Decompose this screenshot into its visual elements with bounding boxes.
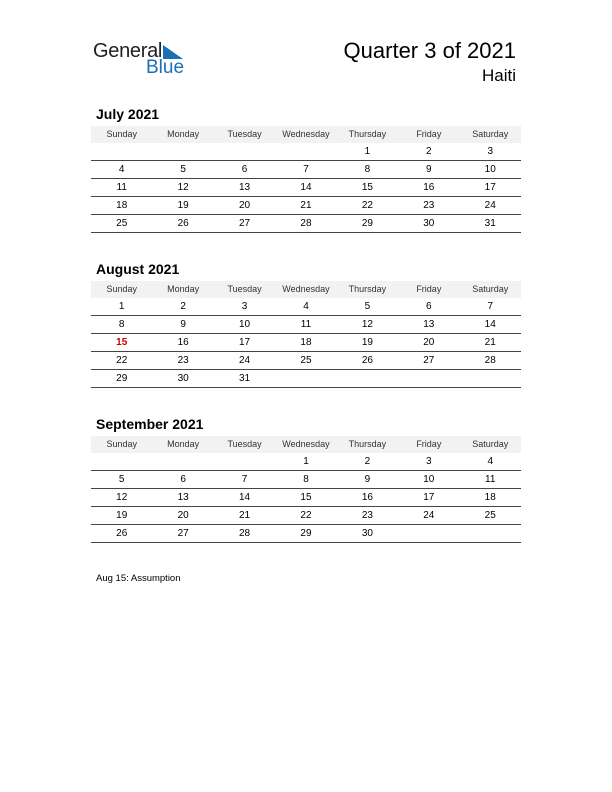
day-cell: 12 bbox=[177, 182, 189, 193]
day-cell: 10 bbox=[484, 164, 496, 175]
day-cell: 21 bbox=[238, 510, 251, 521]
day-cell: 26 bbox=[116, 528, 128, 539]
day-cell bbox=[91, 143, 152, 160]
weekday-label: Wednesday bbox=[282, 129, 330, 139]
day-cell: 8 bbox=[118, 319, 125, 330]
day-cell: 25 bbox=[300, 355, 312, 366]
weekday-label: Friday bbox=[416, 439, 442, 449]
holiday-notes bbox=[96, 573, 181, 584]
day-cell: 6 bbox=[426, 301, 432, 312]
weekday-label: Thursday bbox=[348, 129, 387, 139]
weekday-label: Monday bbox=[167, 129, 200, 139]
day-cell: 14 bbox=[238, 492, 251, 503]
weeks bbox=[91, 453, 521, 543]
day-cell bbox=[398, 370, 459, 387]
day-cell: 3 bbox=[487, 146, 494, 157]
week-row bbox=[91, 352, 521, 370]
day-cell: 1 bbox=[118, 301, 125, 312]
day-cell: 4 bbox=[487, 456, 494, 467]
day-cell: 26 bbox=[361, 355, 373, 366]
month-august bbox=[91, 259, 521, 388]
month-july bbox=[91, 104, 521, 233]
day-cell: 19 bbox=[177, 200, 189, 211]
day-cell bbox=[337, 370, 398, 387]
day-cell: 7 bbox=[241, 474, 248, 485]
day-cell: 2 bbox=[180, 301, 186, 312]
weekday-header bbox=[91, 126, 521, 143]
day-cell: 29 bbox=[361, 218, 373, 229]
day-cell: 5 bbox=[180, 164, 186, 175]
day-cell: 10 bbox=[423, 474, 435, 485]
week-row bbox=[91, 161, 521, 179]
day-cell: 23 bbox=[361, 510, 373, 521]
day-cell bbox=[460, 370, 521, 387]
week-row bbox=[91, 197, 521, 215]
day-cell: 22 bbox=[300, 510, 312, 521]
day-cell: 4 bbox=[303, 301, 309, 312]
day-cell: 21 bbox=[300, 200, 312, 211]
day-cell bbox=[91, 453, 152, 470]
weekday-label: Sunday bbox=[106, 439, 137, 449]
week-row bbox=[91, 525, 521, 543]
weekday-header bbox=[91, 436, 521, 453]
day-cell: 4 bbox=[118, 164, 125, 175]
weekday-label: Thursday bbox=[348, 284, 387, 294]
week-row bbox=[91, 143, 521, 161]
day-cell: 31 bbox=[484, 218, 496, 229]
country-name: Haiti bbox=[481, 66, 516, 85]
weekday-label: Saturday bbox=[472, 439, 509, 449]
day-cell: 28 bbox=[238, 528, 251, 539]
day-cell: 13 bbox=[423, 319, 435, 330]
day-cell: 8 bbox=[364, 164, 371, 175]
day-cell: 23 bbox=[423, 200, 435, 211]
weekday-label: Tuesday bbox=[227, 284, 262, 294]
day-cell: 27 bbox=[238, 218, 251, 229]
day-cell: 28 bbox=[300, 218, 312, 229]
day-cell: 28 bbox=[484, 355, 496, 366]
generalblue-logo bbox=[93, 40, 193, 80]
weekday-label: Saturday bbox=[472, 129, 509, 139]
day-cell: 19 bbox=[361, 337, 373, 348]
day-cell: 24 bbox=[484, 200, 496, 211]
day-cell bbox=[214, 143, 275, 160]
day-cell: 12 bbox=[116, 492, 128, 503]
weekday-label: Tuesday bbox=[227, 129, 262, 139]
day-cell: 11 bbox=[300, 319, 312, 330]
day-cell: 2 bbox=[426, 146, 432, 157]
weekday-label: Wednesday bbox=[282, 284, 330, 294]
day-cell: 24 bbox=[423, 510, 435, 521]
day-cell: 22 bbox=[116, 355, 128, 366]
weekday-label: Sunday bbox=[106, 129, 137, 139]
week-row bbox=[91, 179, 521, 197]
day-cell: 29 bbox=[116, 373, 128, 384]
day-cell: 27 bbox=[177, 528, 189, 539]
day-cell bbox=[152, 143, 213, 160]
day-cell: 14 bbox=[484, 319, 496, 330]
day-cell bbox=[152, 453, 213, 470]
day-cell: 30 bbox=[361, 528, 373, 539]
day-cell: 25 bbox=[116, 218, 128, 229]
day-cell: 27 bbox=[423, 355, 435, 366]
week-row bbox=[91, 316, 521, 334]
week-row bbox=[91, 215, 521, 233]
day-cell: 9 bbox=[364, 474, 371, 485]
day-cell: 17 bbox=[423, 492, 435, 503]
day-cell: 16 bbox=[177, 337, 189, 348]
day-cell: 1 bbox=[303, 456, 309, 467]
day-cell: 24 bbox=[238, 355, 251, 366]
week-row bbox=[91, 370, 521, 388]
day-cell: 7 bbox=[303, 164, 309, 175]
holiday-note: Aug 15: Assumption bbox=[96, 573, 181, 584]
day-cell: 14 bbox=[300, 182, 312, 193]
day-cell: 20 bbox=[177, 510, 189, 521]
day-cell bbox=[275, 143, 336, 160]
day-cell: 17 bbox=[238, 337, 251, 348]
day-cell: 15 bbox=[300, 492, 312, 503]
weekday-label: Monday bbox=[167, 284, 200, 294]
day-cell: 18 bbox=[116, 200, 128, 211]
day-cell: 9 bbox=[426, 164, 432, 175]
day-cell: 30 bbox=[177, 373, 189, 384]
month-title: September 2021 bbox=[96, 416, 204, 432]
week-row bbox=[91, 298, 521, 316]
week-row bbox=[91, 334, 521, 352]
day-cell: 11 bbox=[116, 182, 127, 193]
weeks bbox=[91, 143, 521, 233]
day-cell: 20 bbox=[238, 200, 251, 211]
day-cell: 30 bbox=[423, 218, 435, 229]
weeks bbox=[91, 298, 521, 388]
logo-general-text: General bbox=[93, 40, 163, 62]
month-title: August 2021 bbox=[96, 261, 180, 277]
day-cell: 21 bbox=[484, 337, 496, 348]
day-cell: 18 bbox=[484, 492, 496, 503]
day-cell: 10 bbox=[238, 319, 251, 330]
month-september bbox=[91, 414, 521, 543]
day-cell: 16 bbox=[361, 492, 373, 503]
day-cell: 3 bbox=[241, 301, 248, 312]
day-cell: 1 bbox=[364, 146, 371, 157]
day-cell: 29 bbox=[300, 528, 312, 539]
weekday-label: Thursday bbox=[348, 439, 387, 449]
day-cell: 6 bbox=[241, 164, 248, 175]
weekday-label: Friday bbox=[416, 284, 442, 294]
day-cell: 16 bbox=[423, 182, 435, 193]
weekday-label: Tuesday bbox=[227, 439, 262, 449]
weekday-label: Sunday bbox=[106, 284, 137, 294]
week-row bbox=[91, 507, 521, 525]
weekday-label: Saturday bbox=[472, 284, 509, 294]
day-cell: 25 bbox=[484, 510, 496, 521]
day-cell: 15 bbox=[361, 182, 373, 193]
day-cell: 3 bbox=[426, 456, 432, 467]
quarter-title: Quarter 3 of 2021 bbox=[343, 38, 516, 63]
day-cell: 2 bbox=[364, 456, 371, 467]
day-cell: 26 bbox=[177, 218, 189, 229]
day-cell: 12 bbox=[361, 319, 373, 330]
week-row bbox=[91, 489, 521, 507]
day-cell: 17 bbox=[484, 182, 496, 193]
day-cell: 20 bbox=[423, 337, 435, 348]
week-row bbox=[91, 471, 521, 489]
day-cell: 7 bbox=[487, 301, 494, 312]
day-cell: 13 bbox=[238, 182, 251, 193]
month-title: July 2021 bbox=[96, 106, 160, 122]
day-cell: 23 bbox=[177, 355, 189, 366]
day-cell: 18 bbox=[300, 337, 312, 348]
weekday-label: Friday bbox=[416, 129, 442, 139]
day-cell: 11 bbox=[485, 474, 496, 485]
day-cell: 13 bbox=[177, 492, 189, 503]
weekday-label: Monday bbox=[167, 439, 200, 449]
day-cell: 6 bbox=[180, 474, 186, 485]
weekday-header bbox=[91, 281, 521, 298]
day-cell: 8 bbox=[303, 474, 309, 485]
day-cell: 5 bbox=[118, 474, 125, 485]
day-cell: 19 bbox=[116, 510, 128, 521]
day-cell: 22 bbox=[361, 200, 373, 211]
day-cell bbox=[214, 453, 275, 470]
day-cell bbox=[275, 370, 336, 387]
day-cell: 5 bbox=[364, 301, 371, 312]
day-cell: 15 bbox=[116, 337, 128, 348]
logo-blue-text: Blue bbox=[146, 57, 185, 78]
weekday-label: Wednesday bbox=[282, 439, 330, 449]
week-row bbox=[91, 453, 521, 471]
day-cell bbox=[398, 525, 459, 542]
day-cell: 31 bbox=[238, 373, 251, 384]
day-cell bbox=[460, 525, 521, 542]
day-cell: 9 bbox=[180, 319, 186, 330]
